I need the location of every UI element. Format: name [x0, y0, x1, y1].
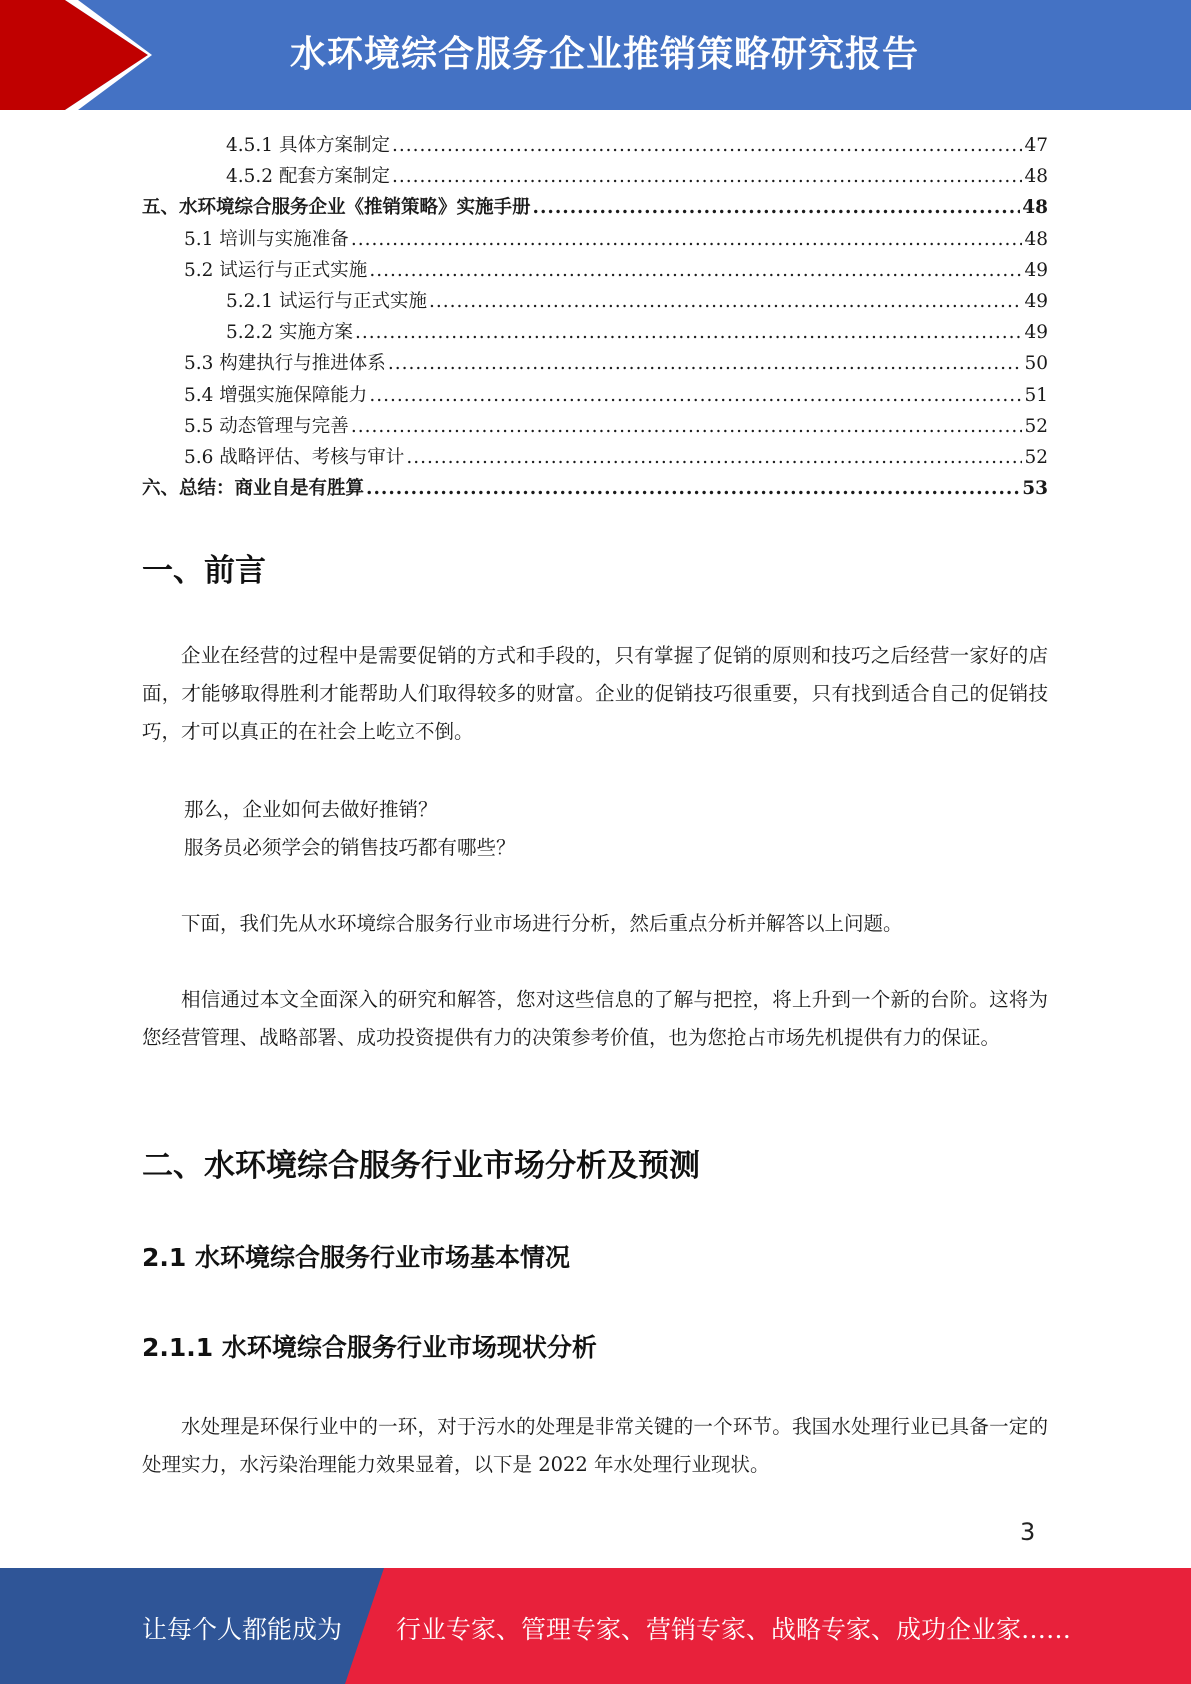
toc-dot-leader: [429, 286, 1022, 317]
toc-dot-leader: [392, 161, 1022, 192]
preface-paragraph-1: 企业在经营的过程中是需要促销的方式和手段的，只有掌握了促销的原则和技巧之后经营一家好的店面，才能够取得胜利才能帮助人们取得较多的财富。企业的促销技巧很重要，只有找到适合自己的促销技巧，才可以真正的在社会上屹立不倒。: [142, 644, 1048, 743]
footer-slogan-right: 行业专家、管理专家、营销专家、战略专家、成功企业家……: [396, 1615, 1072, 1644]
toc-entry[interactable]: [142, 348, 1048, 379]
toc-entry[interactable]: [142, 192, 1048, 223]
toc-entry-page: 49: [1024, 322, 1048, 344]
document-title: 水环境综合服务企业推销策略研究报告: [290, 34, 920, 75]
toc-entry-label: 4.5.1 具体方案制定: [226, 135, 390, 156]
toc-entry[interactable]: [142, 130, 1048, 161]
toc-entry-label: 5.2.1 试运行与正式实施: [226, 290, 427, 312]
toc-dot-leader: [369, 255, 1022, 286]
toc-dot-leader: [392, 130, 1022, 161]
toc-entry-label: 5.1 培训与实施准备: [184, 228, 349, 250]
toc-entry-page: 52: [1024, 415, 1048, 437]
toc-dot-leader: [388, 348, 1023, 379]
toc-entry-label: 六、总结：商业自是有胜算: [142, 478, 365, 500]
preface-question-2: 服务员必须学会的销售技巧都有哪些？: [184, 836, 516, 859]
header-banner: [0, 0, 1191, 110]
toc-entry-label: 五、水环境综合服务企业《推销策略》实施手册: [142, 197, 531, 219]
toc-entry[interactable]: [142, 411, 1048, 442]
toc-entry-page: 48: [1024, 166, 1048, 188]
toc-entry-page: 50: [1024, 353, 1048, 375]
toc-dot-leader: [369, 380, 1022, 411]
toc-entry[interactable]: [142, 317, 1048, 348]
toc-entry-label: 5.4 增强实施保障能力: [184, 384, 368, 406]
toc-entry-page: 47: [1024, 135, 1048, 156]
toc-entry-page: 51: [1024, 384, 1048, 406]
toc-entry-label: 5.3 构建执行与推进体系: [184, 353, 386, 375]
toc-entry-page: 48: [1024, 228, 1048, 250]
market-status-paragraph: 水处理是环保行业中的一环，对于污水的处理是非常关键的一个环节。我国水处理行业已具备一定的处理实力，水污染治理能力效果显着，以下是 2022 年水处理行业现状。: [142, 1415, 1048, 1476]
toc-entry[interactable]: [142, 255, 1048, 286]
toc-entry-page: 49: [1024, 259, 1048, 281]
toc-entry[interactable]: [142, 473, 1048, 504]
toc-dot-leader: [406, 442, 1022, 473]
toc-entry-page: 53: [1022, 478, 1048, 500]
subsection-heading-2-1-1: 2.1.1 水环境综合服务行业市场现状分析: [142, 1333, 597, 1362]
toc-entry-label: 4.5.2 配套方案制定: [226, 166, 390, 188]
toc-entry[interactable]: [142, 224, 1048, 255]
toc-entry-page: 49: [1024, 290, 1048, 312]
toc-entry-label: 5.5 动态管理与完善: [184, 415, 349, 437]
toc-entry-label: 5.6 战略评估、考核与审计: [184, 446, 405, 468]
page-number: 3: [1020, 1518, 1036, 1546]
table-of-contents: [142, 130, 1048, 504]
subsection-heading-2-1: 2.1 水环境综合服务行业市场基本情况: [142, 1243, 570, 1272]
toc-entry-label: 5.2.2 实施方案: [226, 322, 353, 344]
toc-entry-page: 48: [1022, 197, 1048, 219]
footer-slogan-left: 让每个人都能成为: [142, 1615, 343, 1644]
section-heading-market-analysis: 二、水环境综合服务行业市场分析及预测: [142, 1148, 700, 1184]
preface-paragraph-3: 相信通过本文全面深入的研究和解答，您对这些信息的了解与把控，将上升到一个新的台阶。这将为您经营管理、战略部署、成功投资提供有力的决策参考价值，也为您抢占市场先机提供有力的保证。: [142, 988, 1048, 1049]
toc-entry-page: 52: [1024, 446, 1048, 468]
toc-entry[interactable]: [142, 380, 1048, 411]
toc-entry[interactable]: [142, 286, 1048, 317]
footer-banner: [0, 1568, 1191, 1684]
toc-dot-leader: [351, 224, 1023, 255]
toc-entry-label: 5.2 试运行与正式实施: [184, 259, 368, 281]
toc-dot-leader: [366, 473, 1020, 504]
preface-paragraph-2: 下面，我们先从水环境综合服务行业市场进行分析，然后重点分析并解答以上问题。: [181, 912, 903, 935]
toc-entry[interactable]: [142, 442, 1048, 473]
toc-dot-leader: [355, 317, 1023, 348]
section-heading-preface: 一、前言: [142, 553, 266, 589]
toc-dot-leader: [351, 411, 1023, 442]
preface-question-1: 那么，企业如何去做好推销？: [184, 798, 438, 821]
toc-dot-leader: [533, 192, 1021, 223]
toc-entry[interactable]: [142, 161, 1048, 192]
